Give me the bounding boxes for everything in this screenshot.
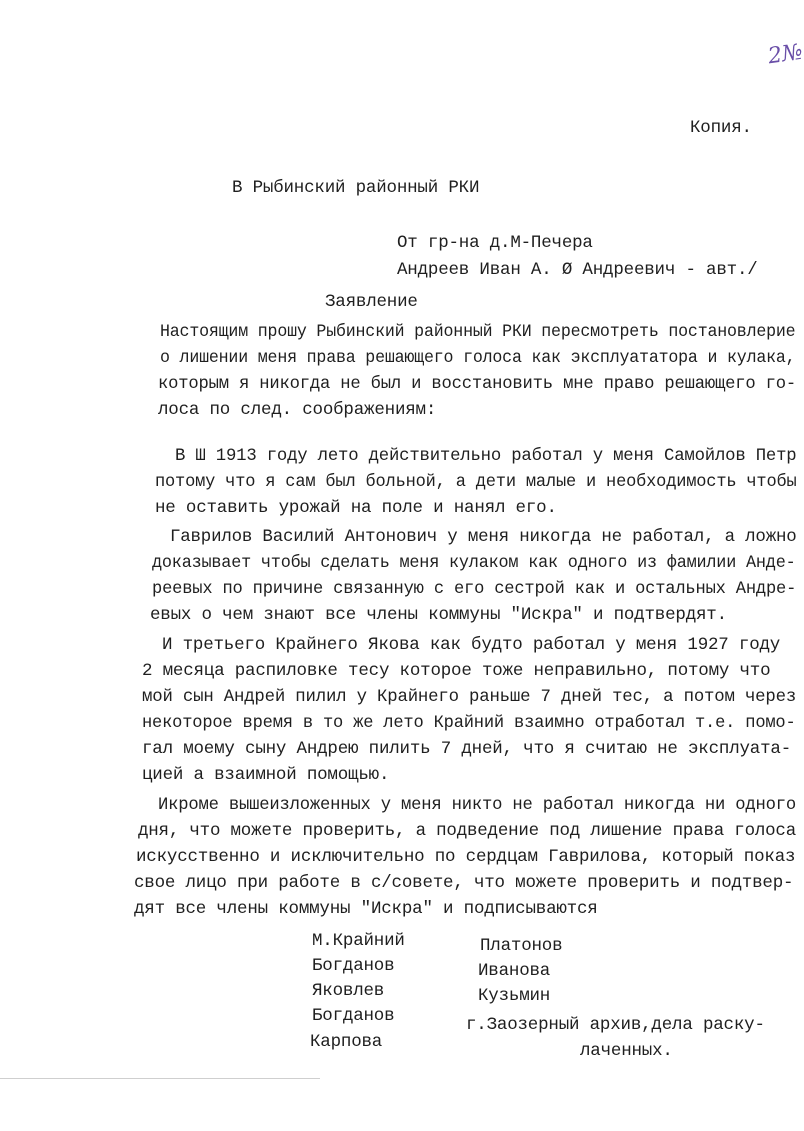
paragraph-4-line-1: И третьего Крайнего Якова как будто работал у меня 1927 году — [162, 635, 781, 655]
signature-right-3: Кузьмин — [478, 986, 551, 1006]
signature-right-2: Иванова — [478, 961, 551, 981]
paragraph-1-line-4: лоса по след. соображениям: — [158, 400, 437, 420]
paragraph-3-line-3: реевых по причине связанную с его сестрой как и остальных Андре- — [152, 579, 797, 599]
archive-note-line-2: лаченных. — [580, 1041, 673, 1061]
paragraph-2-line-1: В Ш 1913 году лето действительно работал у меня Самойлов Петр — [175, 446, 797, 466]
signature-left-3: Яковлев — [312, 981, 385, 1001]
sender-line-2: Андреев Иван А. Ø Андреевич - авт./ — [397, 260, 758, 280]
paragraph-1-line-1: Настоящим прошу Рыбинский районный РКИ пересмотреть постановлерие — [160, 322, 796, 342]
addressee: В Рыбинский районный РКИ — [232, 178, 480, 198]
paragraph-3-line-1: Гаврилов Василий Антонович у меня никогда не работал, а ложно — [170, 527, 797, 547]
signature-left-5: Карпова — [310, 1032, 383, 1052]
paragraph-5-line-4: свое лицо при работе в с/совете, что можете проверить и подтвер- — [134, 873, 794, 893]
paragraph-5-line-5: дят все члены коммуны "Искра" и подписываются — [134, 899, 598, 919]
bottom-rule — [0, 1078, 320, 1079]
document-title: Заявление — [325, 292, 418, 312]
paragraph-4-line-3: мой сын Андрей пилил у Крайнего раньше 7 дней тес, а потом через — [142, 687, 797, 707]
paragraph-1-line-2: о лишении меня права решающего голоса как эксплуататора и кулака, — [160, 348, 796, 368]
paragraph-3-line-4: евых о чем знают все члены коммуны "Искра" и подтвердят. — [150, 605, 727, 625]
paragraph-1-line-3: которым я никогда не был и восстановить мне право решающего го- — [158, 374, 796, 394]
paragraph-4-line-6: цией а взаимной помощью. — [142, 765, 390, 785]
signature-left-1: М.Крайний — [312, 931, 405, 951]
signature-left-4: Богданов — [312, 1006, 395, 1026]
paragraph-2-line-3: не оставить урожай на поле и нанял его. — [155, 498, 557, 518]
paragraph-5-line-2: дня, что можете проверить, а подведение под лишение права голоса — [138, 821, 796, 841]
paragraph-5-line-3: искусственно и исключительно по сердцам Гаврилова, который показ — [136, 847, 796, 867]
handwritten-page-number: 2№ — [766, 39, 804, 70]
copy-label: Копия. — [690, 118, 752, 138]
paragraph-2-line-2: потому что я сам был больной, а дети малые и необходимость чтобы — [155, 472, 797, 492]
sender-line-1: От гр-на д.М-Печера — [397, 233, 593, 253]
signature-left-2: Богданов — [312, 956, 395, 976]
signature-right-1: Платонов — [480, 936, 563, 956]
paragraph-4-line-2: 2 месяца распиловке тесу которое тоже неправильно, потому что — [142, 661, 771, 681]
archive-note-line-1: г.Заозерный архив,дела раску- — [466, 1015, 765, 1035]
paragraph-4-line-5: гал моему сыну Андрею пилить 7 дней, что я считаю не эксплуата- — [142, 739, 792, 759]
paragraph-5-line-1: Икроме вышеизложенных у меня никто не работал никогда ни одного — [158, 795, 796, 815]
paragraph-3-line-2: доказывает чтобы сделать меня кулаком как одного из фамилии Андe- — [152, 553, 796, 573]
paragraph-4-line-4: некоторое время в то же лето Крайний взаимно отработал т.е. помо- — [142, 713, 796, 733]
